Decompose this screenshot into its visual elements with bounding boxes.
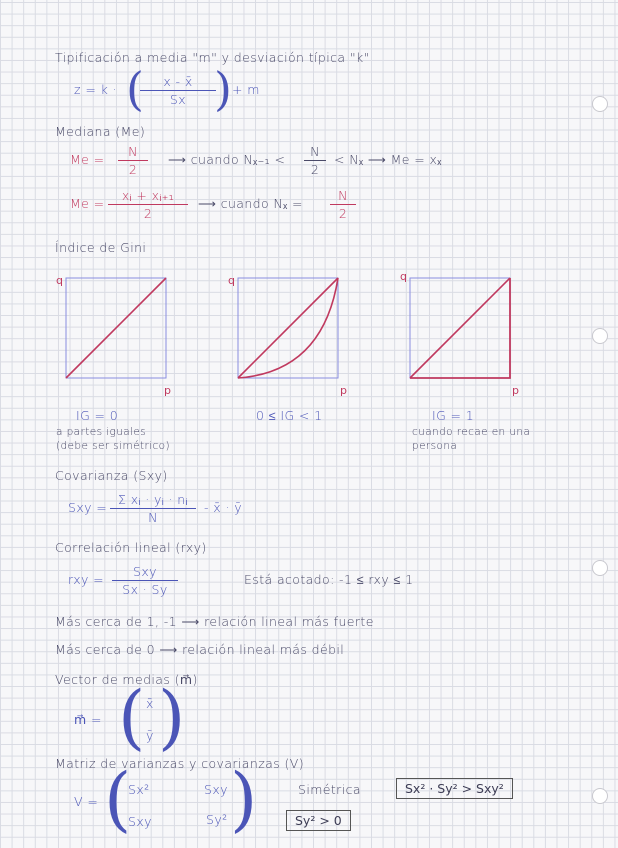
open-paren: (	[104, 758, 132, 840]
axis-q-label: q	[228, 274, 235, 287]
line-fuerte: Más cerca de 1, -1 ⟶ relación lineal más fuerte	[55, 614, 374, 629]
close-paren: )	[158, 676, 186, 758]
matriz-simetrica: Simétrica	[298, 782, 361, 797]
gini-note-equal-2: (debe ser simétrico)	[56, 440, 170, 452]
correlacion-fraction	[112, 564, 178, 597]
matriz-a12: Sxy	[204, 782, 228, 797]
mediana-f1-lhs: Me =	[70, 152, 105, 167]
fraction-numerator: N	[310, 144, 320, 159]
fraction-bar	[112, 580, 178, 581]
gini-label-partial: 0 ≤ IG < 1	[256, 408, 323, 423]
matriz-a22: Sy²	[206, 812, 228, 827]
fraction-bar	[330, 204, 356, 205]
fraction-numerator: N	[128, 144, 138, 159]
covarianza-fraction	[110, 492, 196, 525]
fraction-bar	[140, 90, 216, 91]
gini-title: Índice de Gini	[55, 240, 147, 255]
open-paren: (	[126, 62, 144, 116]
axis-p-label: p	[512, 384, 519, 397]
mediana-f2-fraction2	[330, 188, 356, 221]
axis-p-label: p	[340, 384, 347, 397]
close-paren: )	[230, 758, 258, 840]
mediana-f1-end: < Nₓ ⟶ Me = xₓ	[334, 152, 442, 167]
mediana-title: Mediana (Me)	[55, 124, 146, 139]
gini-note-total-1: cuando recae en una	[412, 426, 531, 438]
fraction-denominator: Sx · Sy	[122, 582, 168, 597]
fraction-numerator: N	[338, 188, 348, 203]
fraction-numerator: xᵢ + xᵢ₊₁	[121, 188, 175, 203]
binder-hole	[592, 788, 608, 804]
mediana-f2-text: ⟶ cuando Nₓ =	[198, 196, 303, 211]
axis-q-label: q	[56, 274, 63, 287]
fraction-denominator: 2	[128, 162, 138, 177]
equality-line	[66, 278, 166, 378]
correlacion-acotado: Está acotado: -1 ≤ rxy ≤ 1	[244, 572, 414, 587]
fraction-denominator: N	[148, 510, 158, 525]
open-paren: (	[118, 676, 146, 758]
line-debil: Más cerca de 0 ⟶ relación lineal más débil	[55, 642, 345, 657]
fraction-denominator: 2	[310, 162, 320, 177]
fraction-denominator: 2	[143, 206, 153, 221]
binder-hole	[592, 96, 608, 112]
tipificacion-title: Tipificación a media "m" y desviación típica "k"	[55, 50, 370, 65]
equality-line	[410, 278, 510, 378]
gini-plot-partial	[228, 270, 352, 397]
matriz-a21: Sxy	[128, 814, 152, 829]
axis-q-label: q	[400, 270, 407, 283]
fraction-bar	[118, 160, 148, 161]
covarianza-lhs: Sxy =	[68, 500, 108, 515]
vector-title: Vector de medias (m⃗)	[55, 672, 198, 687]
mediana-f2-lhs: Me =	[70, 196, 105, 211]
gini-plot-equal	[56, 270, 176, 397]
gini-label-equal: IG = 0	[76, 408, 119, 423]
vector-lhs: m⃗ =	[74, 712, 102, 727]
gini-plot-total	[400, 270, 524, 397]
axis-p-label: p	[164, 384, 171, 397]
binder-hole	[592, 328, 608, 344]
covarianza-rhs: - x̄ · ȳ	[204, 500, 242, 515]
mediana-f1-text: ⟶ cuando Nₓ₋₁ <	[168, 152, 286, 167]
gini-label-total: IG = 1	[432, 408, 475, 423]
tipificacion-lhs: z = k ·	[74, 82, 117, 97]
vector-top: x̄	[146, 696, 154, 711]
tipificacion-fraction	[140, 74, 216, 107]
condition-box-1: Sx² · Sy² > Sxy²	[396, 778, 513, 799]
matriz-lhs: V =	[74, 794, 99, 809]
binder-hole	[592, 560, 608, 576]
mediana-f1-fraction	[118, 144, 148, 177]
fraction-numerator: x - x̄	[163, 74, 193, 89]
gini-note-total-2: persona	[412, 440, 458, 452]
gini-note-equal-1: a partes iguales	[56, 426, 147, 438]
matriz-a11: Sx²	[128, 782, 150, 797]
correlacion-lhs: rxy =	[68, 572, 105, 587]
mediana-f2-fraction	[108, 188, 188, 221]
fraction-denominator: 2	[338, 206, 348, 221]
fraction-numerator: Σ xᵢ · yᵢ · nᵢ	[118, 492, 188, 507]
condition-box-2: Sy² > 0	[286, 810, 351, 831]
vector-bottom: ȳ	[146, 728, 154, 743]
fraction-denominator: Sx	[169, 92, 187, 107]
tipificacion-rhs: + m	[232, 82, 260, 97]
correlacion-title: Correlación lineal (rxy)	[55, 540, 207, 555]
close-paren: )	[214, 62, 232, 116]
covarianza-title: Covarianza (Sxy)	[55, 468, 168, 483]
fraction-bar	[108, 204, 188, 205]
mediana-f1-fraction2	[304, 144, 326, 177]
fraction-bar	[304, 160, 326, 161]
fraction-bar	[110, 508, 196, 509]
matriz-title: Matriz de varianzas y covarianzas (V)	[55, 756, 305, 771]
fraction-numerator: Sxy	[133, 564, 157, 579]
